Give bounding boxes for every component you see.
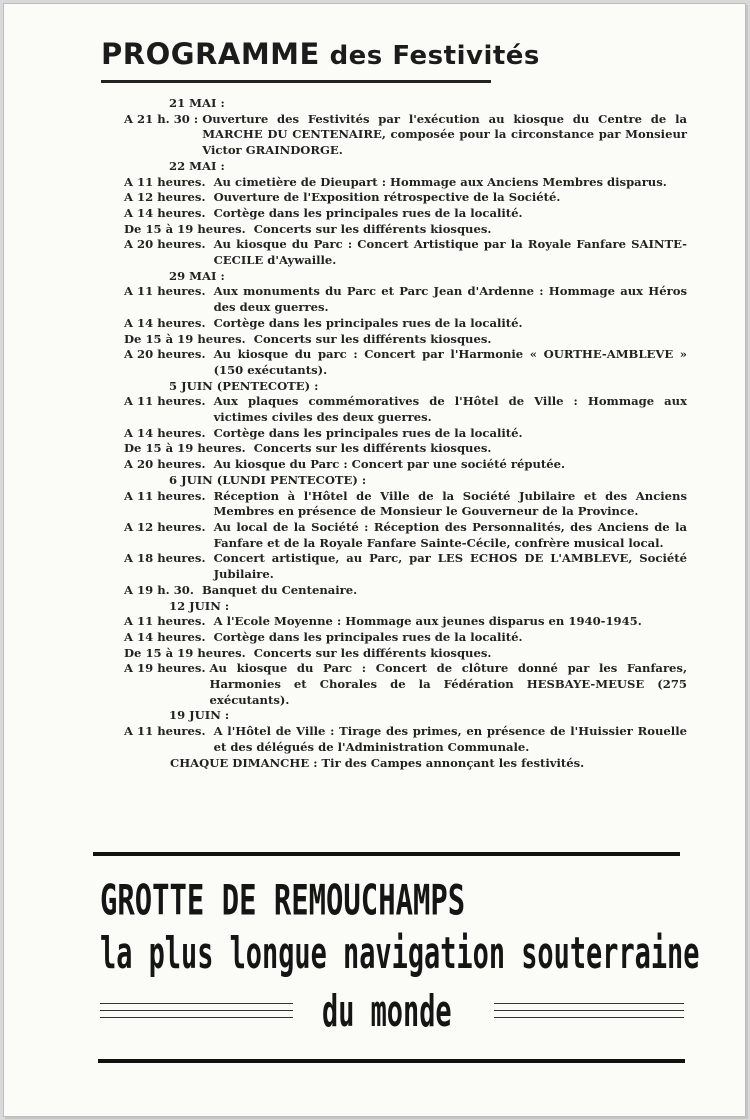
event-time: De 15 à 19 heures. — [124, 645, 254, 660]
program-event — [124, 112, 687, 159]
event-time: A 12 heures. — [124, 190, 214, 205]
program-event — [124, 630, 687, 646]
program-event — [124, 441, 687, 457]
event-time: A 14 heures. — [124, 425, 214, 440]
event-time: A 11 heures. — [124, 284, 214, 299]
event-description: Banquet du Centenaire. — [201, 582, 358, 597]
program-event — [124, 646, 687, 662]
ad-headline: GROTTE DE REMOUCHAMPS — [100, 876, 466, 925]
page-title — [101, 37, 540, 73]
event-description: Cortège dans les principales rues de la localité. — [213, 425, 523, 440]
program-date: 19 JUIN : — [169, 708, 230, 723]
decorative-rule — [100, 1017, 293, 1018]
event-time: A 11 heures. — [124, 614, 214, 629]
program-date: 6 JUIN (LUNDI PENTECOTE) : — [169, 472, 367, 487]
event-description: Au kiosque du Parc : Concert par une société réputée. — [213, 457, 566, 472]
title-underline — [101, 80, 491, 83]
event-time: De 15 à 19 heures. — [124, 441, 254, 456]
divider-top — [93, 852, 680, 856]
event-description: Au cimetière de Dieupart : Hommage aux Anciens Membres disparus. — [213, 174, 667, 189]
program-date: 21 MAI : — [169, 96, 225, 110]
event-description: Concerts sur les différents kiosques. — [253, 441, 492, 456]
event-time: A 21 h. 30 : — [124, 111, 203, 126]
event-description: Ouverture des Festivités par l'exécution au kiosque du Centre de la MARCHE DU CENTENAIRE, composée pour la circonstance par Monsieur Victor GRAINDORGE. — [202, 111, 687, 158]
program-date: 5 JUIN (PENTECOTE) : — [169, 378, 319, 393]
decorative-rule — [100, 1010, 293, 1011]
ad-tagline: la plus longue navigation souterraine — [100, 929, 700, 980]
event-time: A 20 heures. — [124, 347, 214, 362]
event-description: Ouverture de l'Exposition rétrospective de la Société. — [213, 190, 561, 205]
program-event — [124, 724, 687, 755]
program-date: 12 JUIN : — [169, 598, 230, 613]
decorative-rule — [100, 1003, 293, 1004]
event-time: De 15 à 19 heures. — [124, 331, 254, 346]
program-list — [124, 96, 687, 771]
divider-bottom — [98, 1059, 685, 1063]
ad-tagline-end: du monde — [322, 987, 452, 1038]
program-event — [124, 661, 687, 708]
program-event — [124, 457, 687, 473]
program-event — [124, 426, 687, 442]
event-description: Aux monuments du Parc et Parc Jean d'Ardenne : Hommage aux Héros des deux guerres. — [213, 284, 687, 315]
program-event — [124, 190, 687, 206]
program-event — [124, 551, 687, 582]
program-event — [124, 222, 687, 238]
program-event — [124, 520, 687, 551]
event-description: Concert artistique, au Parc, par LES ECHOS DE L'AMBLEVE, Société Jubilaire. — [213, 551, 687, 582]
event-description: Au kiosque du Parc : Concert Artistique par la Royale Fanfare SAINTE-CECILE d'Aywaille. — [213, 237, 687, 268]
decorative-rule — [494, 1010, 684, 1011]
program-event — [124, 175, 687, 191]
program-event — [124, 489, 687, 520]
event-time: A 14 heures. — [124, 315, 214, 330]
event-description: Aux plaques commémoratives de l'Hôtel de Ville : Hommage aux victimes civiles des deux guerres. — [213, 394, 687, 425]
event-description: A l'Hôtel de Ville : Tirage des primes, en présence de l'Huissier Rouelle et des délégués de l'Administration Communale. — [213, 724, 687, 754]
event-time: A 11 heures. — [124, 394, 214, 409]
program-event — [124, 316, 687, 332]
event-time: A 11 heures. — [124, 174, 214, 189]
program-event — [124, 394, 687, 425]
event-description: Concerts sur les différents kiosques. — [253, 331, 492, 346]
event-time: A 11 heures. — [124, 724, 214, 739]
event-description: Cortège dans les principales rues de la localité. — [213, 629, 523, 644]
program-event — [124, 583, 687, 599]
event-description: Au kiosque du Parc : Concert de clôture donné par les Fanfares, Harmonies et Chorales de la Fédération HESBAYE-MEUSE (275 exécutants). — [209, 661, 687, 707]
decorative-rule — [494, 1003, 684, 1004]
event-description: Cortège dans les principales rues de la localité. — [213, 315, 523, 330]
event-description: Cortège dans les principales rues de la localité. — [213, 205, 523, 220]
program-event — [124, 614, 687, 630]
event-description: Réception à l'Hôtel de Ville de la Société Jubilaire et des Anciens Membres en présence de Monsieur le Gouverneur de la Province. — [213, 488, 687, 519]
decorative-rule — [494, 1017, 684, 1018]
event-time: A 14 heures. — [124, 629, 214, 644]
event-time: A 14 heures. — [124, 205, 214, 220]
event-description: Au local de la Société : Réception des Personnalités, des Anciens de la Fanfare et de la Royale Fanfare Sainte-Cécile, confrère musical local. — [213, 519, 687, 550]
event-time: A 18 heures. — [124, 551, 214, 566]
program-event — [124, 347, 687, 378]
program-event — [124, 206, 687, 222]
event-time: A 20 heures. — [124, 457, 214, 472]
document-page — [3, 3, 746, 1117]
program-event — [124, 332, 687, 348]
event-time: A 11 heures. — [124, 488, 214, 503]
event-time: A 19 heures. — [124, 661, 210, 676]
event-description: Au kiosque du parc : Concert par l'Harmonie « OURTHE-AMBLEVE » (150 exécutants). — [213, 347, 687, 377]
event-description: Concerts sur les différents kiosques. — [253, 221, 492, 236]
program-date: 29 MAI : — [169, 268, 225, 283]
event-time: A 12 heures. — [124, 519, 214, 534]
event-time: A 20 heures. — [124, 237, 214, 252]
title-rest: des Festivités — [329, 41, 540, 71]
program-event — [124, 237, 687, 268]
title-main: PROGRAMME — [101, 37, 320, 71]
event-time: A 19 h. 30. — [124, 582, 202, 597]
program-closing-note: CHAQUE DIMANCHE : Tir des Campes annonçant les festivités. — [170, 755, 585, 770]
program-event — [124, 284, 687, 315]
event-time: De 15 à 19 heures. — [124, 221, 254, 236]
event-description: Concerts sur les différents kiosques. — [253, 645, 492, 660]
program-date: 22 MAI : — [169, 158, 225, 173]
event-description: A l'Ecole Moyenne : Hommage aux jeunes disparus en 1940-1945. — [213, 614, 642, 629]
